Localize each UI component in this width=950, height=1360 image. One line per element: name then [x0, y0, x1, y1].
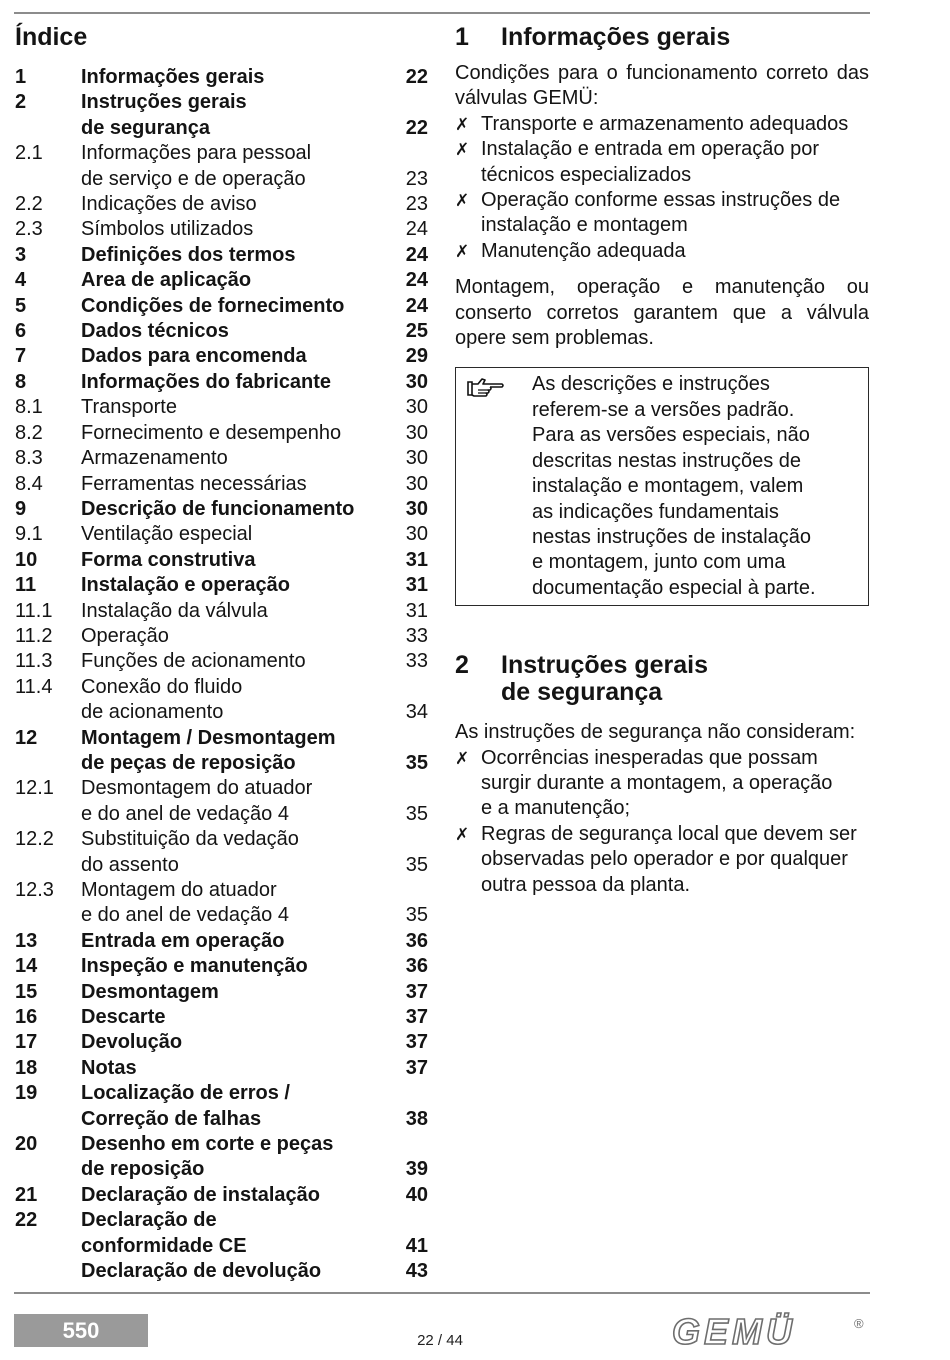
- toc-entry-title: [81, 649, 394, 674]
- toc-entry: [15, 217, 428, 242]
- toc-entry: [15, 370, 428, 395]
- toc-entry-title-line: Instalação e operação: [81, 574, 290, 597]
- toc-entry-title: [81, 624, 394, 649]
- toc-entry-number: 12.1: [15, 777, 54, 800]
- toc-entry-page: 24: [405, 294, 428, 317]
- toc-entry-title-line: Fornecimento e desempenho: [81, 421, 342, 444]
- toc-entry-title-line: Transporte: [81, 396, 177, 419]
- toc-entry: [15, 522, 428, 547]
- toc-entry-number: 11.4: [15, 675, 53, 698]
- toc-entry-title-line: Forma construtiva: [81, 548, 256, 571]
- toc-entry-number: 11.2: [15, 624, 53, 647]
- section-1-bullet-text: [481, 188, 840, 239]
- toc-entry-title: [81, 243, 394, 268]
- cross-mark-icon: ✗: [455, 824, 470, 844]
- section-1-paragraph: Montagem, operação e manutenção ou conserto corretos garantem que a válvula opere sem problemas.: [455, 276, 869, 350]
- toc-entry-title-line: Desmontagem: [81, 980, 219, 1003]
- toc-entry-page: 33: [405, 624, 428, 647]
- toc-entry-page: 37: [405, 980, 428, 1003]
- toc-list: [15, 65, 428, 1285]
- toc-entry-title: [81, 497, 394, 522]
- toc-entry-title-line: de peças de reposição: [81, 751, 296, 774]
- toc-entry-page: 31: [405, 548, 428, 571]
- toc-entry-page: 24: [405, 218, 428, 241]
- toc-entry: [15, 243, 428, 268]
- note-text-line: descritas nestas instruções de: [532, 449, 802, 472]
- toc-entry: [15, 472, 428, 497]
- toc-entry: [15, 1132, 428, 1183]
- toc-entry-title: [81, 1081, 394, 1132]
- toc-entry-title-line: Inspeção e manutenção: [81, 955, 308, 978]
- cross-mark-icon: ✗: [455, 140, 470, 160]
- toc-entry-number: 8.4: [15, 472, 43, 495]
- toc-entry-page: 35: [405, 853, 428, 876]
- toc-entry-page: 39: [405, 1158, 428, 1181]
- toc-entry-page: 29: [405, 345, 428, 368]
- toc-entry: [15, 599, 428, 624]
- section-1-intro: Condições para o funcionamento correto das válvulas GEMÜ:: [455, 62, 869, 110]
- section-2-title-line: de segurança: [501, 678, 663, 707]
- toc-entry-title: [81, 1259, 394, 1284]
- note-text-line: nestas instruções de instalação: [532, 525, 812, 548]
- toc-entry: [15, 1081, 428, 1132]
- toc-entry: [15, 268, 428, 293]
- toc-entry: [15, 395, 428, 420]
- toc-entry-page: 23: [405, 193, 428, 216]
- toc-entry-title-line: Declaração de: [81, 1209, 217, 1232]
- toc-entry-title-line: Dados para encomenda: [81, 345, 307, 368]
- toc-entry: [15, 1208, 428, 1259]
- toc-entry-page: 24: [405, 243, 428, 266]
- toc-entry-title-line: Substituição da vedação: [81, 828, 299, 851]
- toc-entry-page: 30: [405, 396, 428, 419]
- toc-entry-title-line: Entrada em operação: [81, 929, 285, 952]
- toc-entry-title: [81, 954, 394, 979]
- section-1-bullet-text: [481, 112, 848, 137]
- section-2-bullet-list: [455, 746, 869, 898]
- note-text-line: instalação e montagem, valem: [532, 475, 804, 498]
- toc-entry-title-line: Condições de fornecimento: [81, 294, 345, 317]
- toc-entry-page: 30: [405, 370, 428, 393]
- toc-entry-number: 2.2: [15, 193, 43, 216]
- model-badge: 550: [14, 1314, 148, 1347]
- toc-entry-title-line: Informações gerais: [81, 66, 265, 88]
- toc-entry-page: 30: [405, 497, 428, 520]
- toc-entry-title: [81, 929, 394, 954]
- toc-entry-number: 8.3: [15, 447, 43, 470]
- toc-entry-number: 3: [15, 243, 27, 266]
- toc-entry-page: 23: [405, 167, 428, 190]
- toc-entry-title: [81, 90, 394, 141]
- toc-entry-title-line: Ferramentas necessárias: [81, 472, 307, 495]
- toc-entry-number: 2: [15, 91, 27, 114]
- section-1-bullet-line: Transporte e armazenamento adequados: [481, 112, 849, 135]
- cross-mark-icon: ✗: [455, 241, 470, 261]
- section-1-bullet-line: Operação conforme essas instruções de: [481, 189, 841, 212]
- toc-entry-title-line: Descarte: [81, 1006, 166, 1029]
- toc-entry-title: [81, 1208, 394, 1259]
- toc-entry-title-line: Declaração de devolução: [81, 1260, 322, 1283]
- section-2-bullet-line: e a manutenção;: [481, 797, 630, 820]
- toc-entry-page: 37: [405, 1031, 428, 1054]
- toc-entry-number: 22: [15, 1209, 38, 1232]
- toc-entry: [15, 319, 428, 344]
- note-text-line: e montagem, junto com uma: [532, 551, 786, 574]
- toc-entry-title: [81, 319, 394, 344]
- section-1-bullet-item: [455, 112, 869, 137]
- toc-entry: [15, 90, 428, 141]
- toc-entry-number: 15: [15, 980, 38, 1003]
- toc-entry: [15, 954, 428, 979]
- section-2-bullet-line: Ocorrências inesperadas que possam: [481, 746, 818, 769]
- section-1-bullet-item: [455, 239, 869, 264]
- toc-entry-title-line: Instalação da válvula: [81, 599, 268, 622]
- toc-entry-title: [81, 141, 394, 192]
- section-1-number: 1: [455, 23, 469, 51]
- section-2-heading: [455, 652, 869, 706]
- toc-entry-title-line: Dados técnicos: [81, 320, 229, 343]
- table-of-contents: [15, 18, 428, 1285]
- toc-entry-number: 10: [15, 548, 38, 571]
- toc-entry: [15, 548, 428, 573]
- section-2-bullet-line: outra pessoa da planta.: [481, 873, 691, 896]
- toc-entry-title-line: Montagem do atuador: [81, 879, 277, 901]
- section-1-bullet-line: técnicos especializados: [481, 163, 692, 186]
- gemu-logo: [668, 1312, 870, 1352]
- toc-entry-title-line: Montagem / Desmontagem: [81, 726, 336, 749]
- section-2: [455, 652, 869, 898]
- toc-entry-title-line: Símbolos utilizados: [81, 218, 254, 241]
- toc-entry-title-line: e do anel de vedação 4: [81, 904, 289, 927]
- section-1-heading: [455, 24, 869, 51]
- toc-entry: [15, 878, 428, 929]
- toc-entry-page: 31: [405, 574, 428, 597]
- toc-entry-title-line: Localização de erros /: [81, 1082, 290, 1105]
- toc-entry-number: 9.1: [15, 523, 43, 546]
- section-1-bullet-line: Manutenção adequada: [481, 239, 686, 262]
- section-1: [455, 24, 869, 606]
- toc-entry: [15, 929, 428, 954]
- toc-entry-number: 11: [15, 574, 37, 597]
- toc-entry-title-line: Notas: [81, 1056, 137, 1079]
- toc-entry-page: 36: [405, 929, 428, 952]
- toc-entry-number: [15, 1259, 81, 1284]
- toc-entry: [15, 649, 428, 674]
- toc-entry-title: [81, 599, 394, 624]
- note-text-line: Para as versões especiais, não: [532, 424, 810, 447]
- toc-entry-title-line: Definições dos termos: [81, 243, 296, 266]
- toc-entry-page: 34: [405, 701, 428, 724]
- note-text-line: documentação especial à parte.: [532, 576, 816, 599]
- section-2-intro: As instruções de segurança não consideram:: [455, 721, 856, 744]
- section-2-title: [501, 652, 708, 706]
- note-box: [455, 367, 869, 606]
- toc-entry-number: 21: [15, 1183, 38, 1206]
- toc-entry: [15, 497, 428, 522]
- toc-entry-title-line: Armazenamento: [81, 447, 228, 470]
- toc-entry-title: [81, 1056, 394, 1081]
- toc-entry-title-line: de segurança: [81, 116, 210, 139]
- toc-entry-title-line: de serviço e de operação: [81, 167, 306, 190]
- toc-entry: [15, 421, 428, 446]
- toc-entry: [15, 344, 428, 369]
- toc-entry-title: [81, 268, 394, 293]
- toc-entry-number: 18: [15, 1056, 38, 1079]
- toc-entry-title: [81, 726, 394, 777]
- toc-entry-title-line: Instruções gerais: [81, 91, 247, 114]
- section-1-bullet-text: [481, 239, 686, 264]
- toc-entry-number: 12: [15, 726, 38, 749]
- toc-entry: [15, 776, 428, 827]
- toc-entry-title: [81, 294, 394, 319]
- note-text-line: referem-se a versões padrão.: [532, 398, 795, 421]
- toc-entry-title-line: de acionamento: [81, 701, 224, 724]
- toc-entry-number: 20: [15, 1133, 38, 1156]
- toc-entry-title: [81, 1005, 394, 1030]
- toc-entry-title: [81, 548, 394, 573]
- toc-entry-title-line: Correção de falhas: [81, 1107, 262, 1130]
- toc-entry-title-line: Operação: [81, 624, 169, 647]
- toc-entry-title: [81, 522, 394, 547]
- toc-entry: [15, 827, 428, 878]
- toc-entry: [15, 141, 428, 192]
- toc-entry-page: 41: [405, 1234, 428, 1257]
- section-2-number: 2: [455, 651, 469, 680]
- toc-entry-title: [81, 1132, 394, 1183]
- toc-entry: [15, 446, 428, 471]
- toc-entry-title-line: de reposição: [81, 1158, 205, 1181]
- toc-entry-title-line: Descrição de funcionamento: [81, 497, 355, 520]
- toc-entry-number: 8: [15, 370, 27, 393]
- toc-entry-title: [81, 1030, 394, 1055]
- toc-entry-page: 37: [405, 1006, 428, 1029]
- toc-entry-title-line: Ventilação especial: [81, 523, 253, 546]
- toc-entry-number: 5: [15, 294, 27, 317]
- section-2-title-line: Instruções gerais: [501, 651, 709, 680]
- section-2-bullet-text: [481, 746, 832, 822]
- toc-entry-title: [81, 65, 394, 90]
- toc-entry-title: [81, 573, 394, 598]
- pointing-hand-icon-svg: [466, 376, 506, 400]
- toc-entry-page: 35: [405, 904, 428, 927]
- toc-entry-title: [81, 776, 394, 827]
- section-2-bullet-text: [481, 822, 857, 898]
- toc-entry-title-line: Indicações de aviso: [81, 193, 257, 216]
- toc-entry-title: [81, 446, 394, 471]
- note-text: [532, 372, 816, 601]
- section-2-bullet-line: observadas pelo operador e por qualquer: [481, 848, 848, 871]
- toc-entry-number: 14: [15, 955, 38, 978]
- toc-entry-title: [81, 395, 394, 420]
- cross-mark-icon: ✗: [455, 191, 470, 211]
- toc-entry-number: 6: [15, 320, 27, 343]
- toc-entry-title-line: do assento: [81, 853, 179, 876]
- toc-entry: [15, 1056, 428, 1081]
- toc-entry-page: 31: [405, 599, 428, 622]
- toc-title: Índice: [15, 23, 88, 51]
- note-text-line: as indicações fundamentais: [532, 500, 779, 523]
- toc-entry-title: [81, 878, 394, 929]
- toc-entry-page: 40: [405, 1183, 428, 1206]
- toc-entry-number: 8.2: [15, 421, 43, 444]
- toc-entry: [15, 624, 428, 649]
- toc-entry-page: 35: [405, 751, 428, 774]
- toc-entry-page: 43: [405, 1260, 428, 1283]
- toc-entry-title-line: Conexão do fluido: [81, 675, 243, 698]
- toc-entry-title-line: Desenho em corte e peças: [81, 1133, 334, 1156]
- toc-entry-title: [81, 421, 394, 446]
- top-rule: [14, 12, 870, 14]
- toc-entry-page: 33: [405, 650, 428, 673]
- toc-entry: [15, 65, 428, 90]
- toc-entry-number: 2.3: [15, 218, 43, 241]
- cross-mark-icon: ✗: [455, 748, 470, 768]
- toc-entry-title-line: conformidade CE: [81, 1234, 247, 1257]
- toc-entry: [15, 1030, 428, 1055]
- toc-entry-page: 38: [405, 1107, 428, 1130]
- toc-entry: [15, 192, 428, 217]
- section-1-bullet-item: [455, 137, 869, 188]
- bottom-rule: [14, 1292, 870, 1294]
- pointing-hand-icon: [466, 372, 532, 601]
- toc-entry-page: 36: [405, 955, 428, 978]
- toc-entry: [15, 573, 428, 598]
- toc-entry-title: [81, 344, 394, 369]
- toc-entry: [15, 726, 428, 777]
- toc-entry-title-line: Declaração de instalação: [81, 1183, 321, 1206]
- toc-entry-number: 11.1: [15, 599, 53, 622]
- toc-entry-page: 30: [405, 523, 428, 546]
- toc-entry-number: 19: [15, 1082, 38, 1105]
- toc-entry-number: 7: [15, 345, 27, 368]
- toc-entry-title-line: Area de aplicação: [81, 269, 252, 292]
- toc-entry-title-line: Funções de acionamento: [81, 650, 306, 673]
- toc-entry-number: 13: [15, 929, 38, 952]
- toc-entry-number: 12.2: [15, 828, 54, 851]
- section-1-bullet-line: Instalação e entrada em operação por: [481, 138, 819, 161]
- section-1-bullet-text: [481, 137, 819, 188]
- toc-entry: [15, 294, 428, 319]
- toc-entry-title-line: Informações para pessoal: [81, 142, 312, 165]
- section-1-title: Informações gerais: [501, 23, 731, 51]
- toc-entry-title: [81, 217, 394, 242]
- section-2-bullet-line: Regras de segurança local que devem ser: [481, 822, 857, 845]
- section-1-bullet-line: instalação e montagem: [481, 214, 688, 237]
- toc-entry-number: 12.3: [15, 879, 54, 901]
- toc-entry-page: 22: [405, 116, 428, 139]
- toc-entry-number: 16: [15, 1006, 38, 1029]
- toc-entry: [15, 980, 428, 1005]
- toc-entry-number: 17: [15, 1031, 38, 1054]
- registered-mark: ®: [854, 1316, 864, 1331]
- toc-entry-number: 2.1: [15, 142, 43, 165]
- section-2-bullet-line: surgir durante a montagem, a operação: [481, 771, 833, 794]
- toc-entry-number: 8.1: [15, 396, 43, 419]
- section-2-bullet-item: [455, 822, 869, 898]
- toc-entry-title: [81, 192, 394, 217]
- toc-entry-page: 30: [405, 472, 428, 495]
- toc-entry-title: [81, 472, 394, 497]
- toc-entry-number: 9: [15, 497, 27, 520]
- toc-entry-page: 35: [405, 802, 428, 825]
- toc-entry-page: 37: [405, 1056, 428, 1079]
- logo-wordmark: GEMÜ: [672, 1312, 796, 1352]
- toc-entry-title-line: Devolução: [81, 1031, 183, 1054]
- toc-entry: [15, 675, 428, 726]
- toc-entry-title-line: Informações do fabricante: [81, 370, 332, 393]
- toc-entry: [15, 1183, 428, 1208]
- section-2-bullet-item: [455, 746, 869, 822]
- toc-entry-title-line: e do anel de vedação 4: [81, 802, 289, 825]
- toc-entry-page: 22: [405, 66, 428, 88]
- toc-entry-number: 4: [15, 269, 27, 292]
- toc-entry-title: [81, 980, 394, 1005]
- note-text-line: As descrições e instruções: [532, 373, 770, 396]
- section-1-bullet-item: [455, 188, 869, 239]
- toc-entry-page: 30: [405, 421, 428, 444]
- toc-entry-title: [81, 1183, 394, 1208]
- toc-entry-number: 11.3: [15, 650, 53, 673]
- content-column: [455, 18, 869, 898]
- toc-entry-page: 30: [405, 447, 428, 470]
- section-1-bullet-list: [455, 112, 869, 264]
- toc-entry-number: 1: [15, 66, 27, 88]
- toc-entry: [15, 1259, 428, 1284]
- toc-entry-page: 24: [405, 269, 428, 292]
- toc-entry-title: [81, 827, 394, 878]
- toc-entry: [15, 1005, 428, 1030]
- toc-entry-title-line: Desmontagem do atuador: [81, 777, 313, 800]
- toc-entry-title: [81, 675, 394, 726]
- toc-entry-page: 25: [405, 320, 428, 343]
- cross-mark-icon: ✗: [455, 114, 470, 134]
- page-number: 22 / 44: [417, 1332, 463, 1349]
- toc-entry-title: [81, 370, 394, 395]
